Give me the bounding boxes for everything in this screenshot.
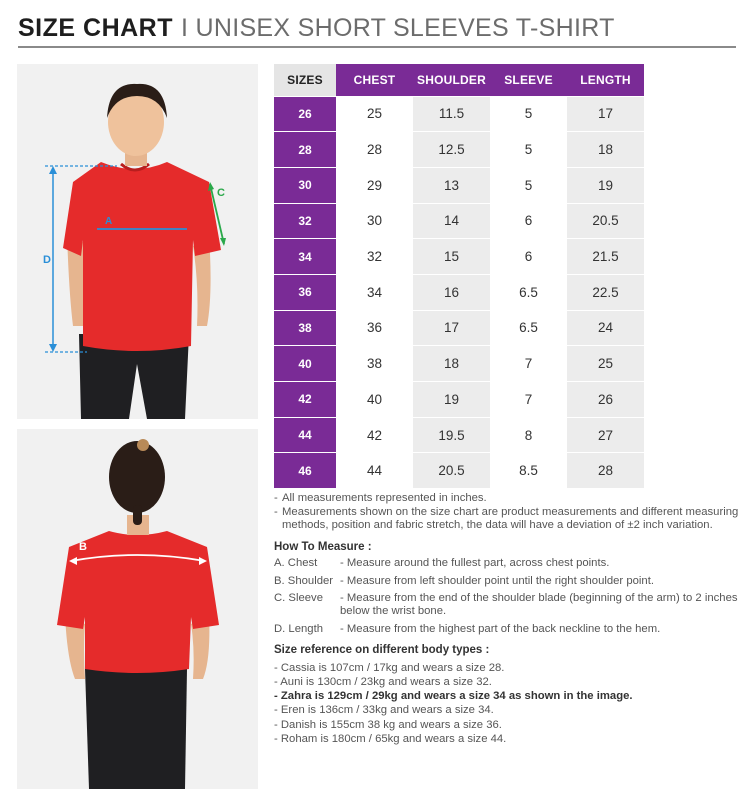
front-view-illustration — [17, 64, 258, 419]
size-reference-item: - Auni is 130cm / 23kg and wears a size 32. — [274, 675, 492, 688]
value-cell: 18 — [413, 346, 490, 382]
value-cell: 7 — [490, 382, 567, 418]
value-cell: 28 — [336, 132, 413, 168]
size-cell: 44 — [274, 417, 336, 453]
size-cell: 46 — [274, 453, 336, 489]
trousers-shape — [85, 669, 187, 789]
measure-item — [274, 592, 744, 619]
table-row — [274, 310, 644, 346]
value-cell: 22.5 — [567, 274, 644, 310]
value-cell: 18 — [567, 132, 644, 168]
table-row — [274, 453, 644, 489]
size-reference-item: - Zahra is 129cm / 29kg and wears a size 34 as shown in the image. — [274, 690, 633, 703]
size-cell: 40 — [274, 346, 336, 382]
measure-term: C. Sleeve — [274, 591, 323, 604]
table-row — [274, 96, 644, 132]
header-length: LENGTH — [567, 64, 644, 96]
value-cell: 36 — [336, 310, 413, 346]
measure-item — [274, 623, 744, 637]
size-cell: 38 — [274, 310, 336, 346]
front-view-photo — [17, 64, 258, 419]
value-cell: 27 — [567, 417, 644, 453]
value-cell: 15 — [413, 239, 490, 275]
value-cell: 13 — [413, 167, 490, 203]
value-cell: 6 — [490, 203, 567, 239]
value-cell: 6 — [490, 239, 567, 275]
label-d: D — [43, 254, 51, 266]
value-cell: 19 — [567, 167, 644, 203]
value-cell: 7 — [490, 346, 567, 382]
size-reference-item: - Cassia is 107cm / 17kg and wears a size 28. — [274, 661, 505, 674]
table-row — [274, 239, 644, 275]
size-cell: 34 — [274, 239, 336, 275]
measure-description: - Measure from the highest part of the back neckline to the hem. — [340, 622, 661, 635]
measure-term: D. Length — [274, 622, 323, 635]
measure-description: - Measure from left shoulder point until the right shoulder point. — [340, 574, 654, 587]
hair-shape — [109, 441, 165, 513]
notes-section — [274, 492, 744, 746]
title-bold: SIZE CHART — [18, 14, 173, 42]
value-cell: 29 — [336, 167, 413, 203]
value-cell: 8.5 — [490, 453, 567, 489]
table-row — [274, 346, 644, 382]
note-inches: - All measurements represented in inches. — [274, 492, 487, 504]
value-cell: 6.5 — [490, 310, 567, 346]
back-view-illustration — [17, 429, 258, 789]
value-cell: 14 — [413, 203, 490, 239]
measure-item — [274, 557, 744, 571]
table-row — [274, 203, 644, 239]
value-cell: 32 — [336, 239, 413, 275]
value-cell: 11.5 — [413, 96, 490, 132]
value-cell: 8 — [490, 417, 567, 453]
size-cell: 42 — [274, 382, 336, 418]
value-cell: 25 — [336, 96, 413, 132]
header-shoulder: SHOULDER — [413, 64, 490, 96]
page-header — [18, 14, 736, 48]
measure-description: - Measure from the end of the shoulder blade (beginning of the arm) to 2 inches below the wrist bone. — [340, 591, 738, 618]
size-cell: 26 — [274, 96, 336, 132]
value-cell: 17 — [413, 310, 490, 346]
label-b: B — [79, 541, 87, 553]
value-cell: 34 — [336, 274, 413, 310]
size-cell: 36 — [274, 274, 336, 310]
measure-term: A. Chest — [274, 557, 318, 570]
size-chart-table — [274, 64, 644, 489]
value-cell: 5 — [490, 167, 567, 203]
title-light: I UNISEX SHORT SLEEVES T-SHIRT — [181, 14, 615, 42]
value-cell: 44 — [336, 453, 413, 489]
size-cell: 30 — [274, 167, 336, 203]
header-sizes: SIZES — [274, 64, 336, 96]
table-row — [274, 274, 644, 310]
value-cell: 26 — [567, 382, 644, 418]
how-to-measure-list — [274, 557, 744, 636]
note-deviation: - Measurements shown on the size chart are product measurements and different measuring methods, position and fabric stretch, the data will have a deviation of ±2 inch variation. — [274, 505, 739, 532]
table-body — [274, 96, 644, 489]
label-a: A — [105, 216, 113, 227]
back-view-photo — [17, 429, 258, 789]
value-cell: 20.5 — [413, 453, 490, 489]
value-cell: 17 — [567, 96, 644, 132]
how-to-measure-title: How To Measure : — [274, 540, 372, 553]
value-cell: 40 — [336, 382, 413, 418]
value-cell: 21.5 — [567, 239, 644, 275]
size-reference-item: - Danish is 155cm 38 kg and wears a size 36. — [274, 718, 502, 731]
label-c: C — [217, 187, 225, 199]
value-cell: 5 — [490, 96, 567, 132]
value-cell: 12.5 — [413, 132, 490, 168]
size-reference-item: - Roham is 180cm / 65kg and wears a size 44. — [274, 732, 507, 745]
value-cell: 25 — [567, 346, 644, 382]
value-cell: 16 — [413, 274, 490, 310]
value-cell: 19.5 — [413, 417, 490, 453]
size-reference-title: Size reference on different body types : — [274, 644, 490, 657]
value-cell: 42 — [336, 417, 413, 453]
value-cell: 20.5 — [567, 203, 644, 239]
size-reference-item: - Eren is 136cm / 33kg and wears a size 34. — [274, 704, 494, 717]
table-row — [274, 132, 644, 168]
value-cell: 38 — [336, 346, 413, 382]
value-cell: 6.5 — [490, 274, 567, 310]
value-cell: 5 — [490, 132, 567, 168]
table-header-row — [274, 64, 644, 96]
measure-term: B. Shoulder — [274, 574, 334, 587]
table-row — [274, 167, 644, 203]
header-chest: CHEST — [336, 64, 413, 96]
value-cell: 30 — [336, 203, 413, 239]
size-reference-list — [274, 661, 744, 746]
value-cell: 24 — [567, 310, 644, 346]
table-row — [274, 417, 644, 453]
value-cell: 19 — [413, 382, 490, 418]
size-cell: 32 — [274, 203, 336, 239]
header-sleeve: SLEEVE — [490, 64, 567, 96]
table-row — [274, 382, 644, 418]
measure-description: - Measure around the fullest part, across chest points. — [340, 557, 610, 570]
measure-item — [274, 575, 744, 589]
value-cell: 28 — [567, 453, 644, 489]
size-cell: 28 — [274, 132, 336, 168]
